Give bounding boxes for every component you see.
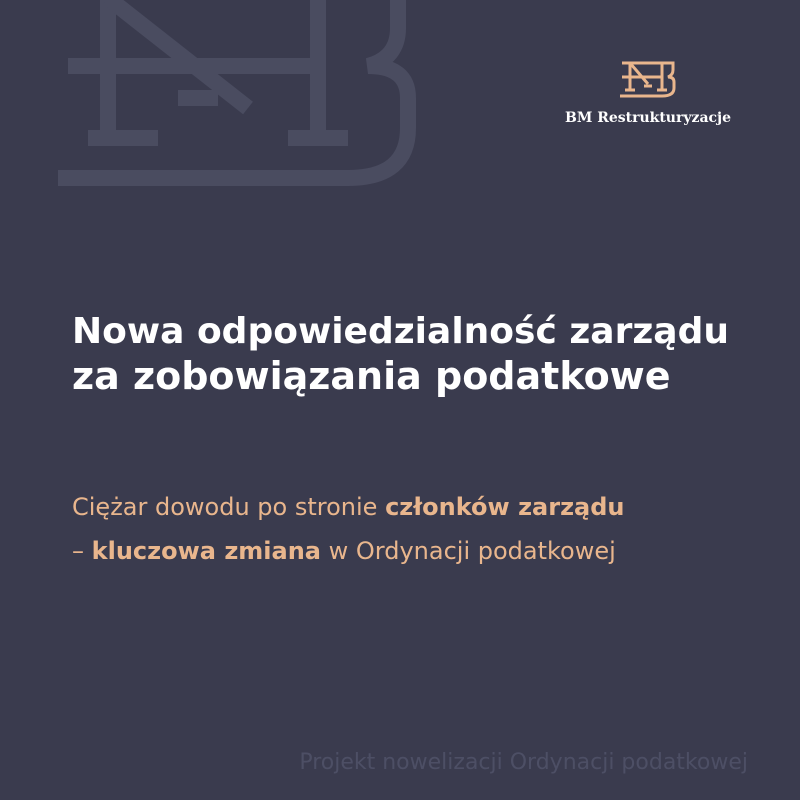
subheadline-text-2: w Ordynacji podatkowej	[321, 537, 616, 565]
subheadline-emphasis-2: kluczowa zmiana	[91, 537, 321, 565]
bm-monogram-watermark-icon	[48, 0, 420, 188]
subheadline-emphasis-1: członków zarządu	[385, 493, 625, 521]
subheadline-dash: –	[72, 537, 92, 565]
subheadline-line-1	[72, 485, 782, 529]
bm-monogram-logo-icon	[618, 60, 678, 100]
subheadline	[72, 485, 782, 573]
subheadline-line-2	[72, 529, 782, 573]
brand-block	[560, 60, 736, 126]
subheadline-text-1: Ciężar dowodu po stronie	[72, 493, 386, 521]
headline-line-2: za zobowiązania podatkowe	[72, 354, 671, 398]
headline-title	[72, 310, 772, 398]
footer-note: Projekt nowelizacji Ordynacji podatkowej	[299, 750, 748, 775]
brand-name: BM Restrukturyzacje	[564, 110, 732, 126]
headline-line-1: Nowa odpowiedzialność zarządu	[72, 311, 729, 352]
